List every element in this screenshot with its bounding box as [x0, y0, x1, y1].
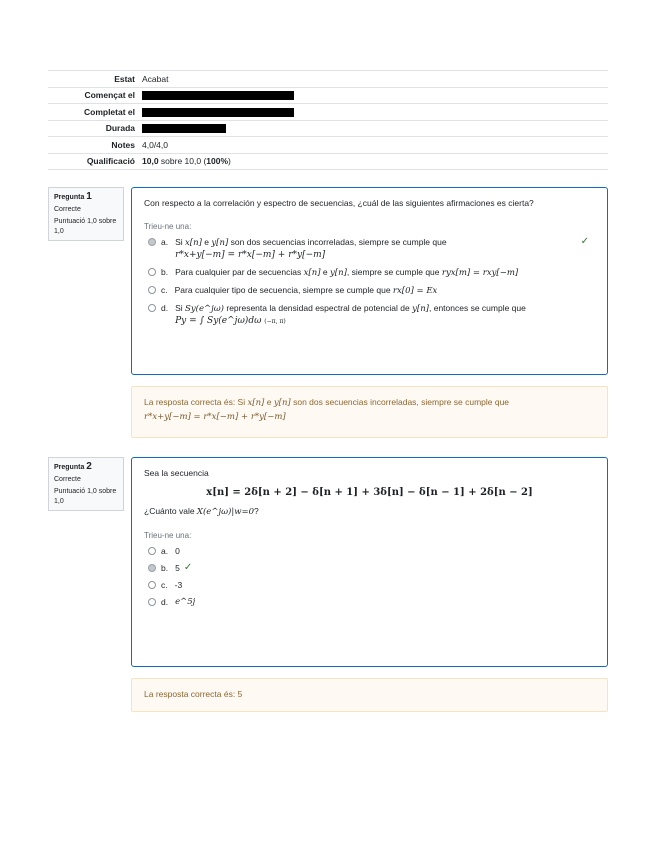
- answer-text-part: representa la densidad espectral de potencial de: [224, 303, 413, 313]
- question-1-box: [131, 187, 608, 375]
- check-circle-icon: ✓︎: [580, 236, 589, 247]
- answer-option-b[interactable]: [148, 267, 595, 278]
- answer-text-part: Si: [175, 303, 186, 313]
- answer-letter: c.: [161, 580, 168, 590]
- question-label: Pregunta: [54, 464, 85, 471]
- answer-text: [175, 237, 447, 260]
- summary-value: [142, 123, 608, 133]
- feedback-text: son dos secuencias incorreladas, siempre se cumple que: [290, 397, 510, 407]
- question-text: Con respecto a la correlación y espectro de secuencias, ¿cuál de las siguientes afirmaciones es cierta?: [144, 198, 534, 208]
- question-number: [54, 462, 118, 473]
- summary-row-started: [48, 88, 608, 105]
- radio-selected[interactable]: [148, 564, 156, 572]
- answer-value: 5: [175, 563, 180, 573]
- sequence-equation: x[n] = 2δ[n + 2] − δ[n + 1] + 3δ[n] − δ[n − 1] + 2δ[n − 2]: [206, 487, 533, 498]
- question-status: Correcte: [54, 475, 81, 483]
- summary-label: Estat: [114, 73, 135, 84]
- summary-value: [142, 107, 608, 117]
- radio-unselected[interactable]: [148, 286, 156, 294]
- math-expr: y[n]: [412, 304, 429, 314]
- answer-letter: d.: [161, 597, 169, 607]
- answer-text: [175, 267, 518, 278]
- summary-value: [142, 156, 608, 166]
- answer-option-a[interactable]: [148, 546, 595, 556]
- feedback-text: La resposta correcta és: 5: [144, 689, 243, 699]
- answer-letter: a.: [161, 546, 169, 556]
- summary-value: 4,0/4,0: [142, 139, 168, 150]
- math-expr: r*x+y[−m] = r*x[−m] + r*y[−m]: [175, 250, 326, 260]
- answer-text-part: , siempre se cumple que: [346, 267, 442, 277]
- feedback-text: La resposta correcta és: Si: [144, 397, 248, 407]
- answer-text-part: Para cualquier par de secuencias: [175, 267, 304, 277]
- integral-lower: −π: [266, 318, 276, 325]
- radio-unselected[interactable]: [148, 581, 156, 589]
- radio-unselected[interactable]: [148, 304, 156, 312]
- math-expr: y[n]: [273, 398, 291, 408]
- answer-text: [175, 285, 438, 296]
- answer-text-part: son dos secuencias incorreladas, siempre se cumple que: [228, 237, 447, 247]
- redacted-block: [142, 91, 294, 100]
- math-expr: Py = ∫ Sy(e^jω)dω (−π, π): [175, 316, 286, 326]
- feedback-text: e: [264, 397, 274, 407]
- redacted-block: [142, 124, 226, 133]
- math-expr: r*x+y[−m] = r*x[−m] + r*y[−m]: [144, 412, 286, 422]
- answer-letter: d.: [161, 303, 169, 313]
- answer-prompt: Trieu-ne una:: [144, 222, 192, 231]
- question-2-box: [131, 457, 608, 667]
- question-1-info: [48, 187, 124, 241]
- question-number-value: 2: [86, 461, 92, 472]
- answer-text: [175, 303, 526, 326]
- math-expr: x[n]: [247, 398, 265, 408]
- summary-label: Notes: [111, 139, 135, 150]
- answer-text-part: Si: [175, 237, 186, 247]
- question-score: Puntuació 1,0 sobre 1,0: [54, 488, 117, 505]
- answer-text-part: Para cualquier tipo de secuencia, siempre se cumple que: [174, 285, 393, 295]
- summary-row-completed: [48, 104, 608, 121]
- check-circle-icon: ✓︎: [183, 562, 193, 573]
- answer-option-c[interactable]: [148, 580, 595, 590]
- math-expr: Sy(e^jω): [185, 304, 224, 314]
- question-number-value: 1: [86, 191, 92, 202]
- question-score: Puntuació 1,0 sobre 1,0: [54, 218, 117, 235]
- question-text-part: ¿Cuánto vale: [144, 506, 197, 516]
- radio-selected[interactable]: [148, 238, 156, 246]
- redacted-block: [142, 108, 294, 117]
- math-expr: rx[0] = Ex: [392, 286, 438, 296]
- summary-value: Acabat: [142, 73, 169, 84]
- grade-mid: sobre 10,0 (: [158, 156, 207, 167]
- summary-label: Durada: [105, 123, 135, 134]
- math-expr: y[n]: [211, 238, 229, 248]
- attempt-summary-table: [48, 70, 608, 170]
- answer-option-b[interactable]: [148, 563, 595, 573]
- question-2-feedback: [131, 678, 608, 712]
- radio-unselected[interactable]: [148, 598, 156, 606]
- answer-letter: b.: [161, 563, 169, 573]
- answer-value: e^5j: [175, 597, 196, 607]
- summary-row-duration: [48, 121, 608, 138]
- question-label: Pregunta: [54, 194, 85, 201]
- question-number: [54, 192, 118, 203]
- summary-label: Començat el: [84, 90, 135, 101]
- answer-value: 0: [175, 546, 180, 556]
- summary-label: Qualificació: [86, 156, 135, 167]
- radio-unselected[interactable]: [148, 547, 156, 555]
- question-text: Sea la secuencia: [144, 468, 209, 478]
- question-1-feedback: [131, 386, 608, 438]
- grade-percent: 100%: [206, 156, 229, 167]
- math-expr: y[n]: [329, 268, 347, 278]
- answer-letter: b.: [161, 267, 169, 277]
- question-status: Correcte: [54, 205, 81, 213]
- summary-row-marks: [48, 137, 608, 154]
- math-expr: x[n]: [303, 268, 321, 278]
- answer-option-c[interactable]: [148, 285, 595, 296]
- answer-option-a[interactable]: [148, 237, 595, 260]
- answer-prompt: Trieu-ne una:: [144, 531, 192, 540]
- math-expr: ryx[m] = rxy[−m]: [441, 268, 519, 278]
- math-expr: x[n]: [185, 238, 202, 248]
- summary-label: Completat el: [83, 106, 135, 117]
- answer-option-d[interactable]: [148, 597, 595, 607]
- integral-upper: π: [279, 318, 284, 325]
- answer-option-d[interactable]: [148, 303, 595, 326]
- summary-value: [142, 90, 608, 100]
- answer-text-part: e: [201, 237, 212, 247]
- question-2-info: [48, 457, 124, 511]
- answer-text-part: , entonces se cumple que: [429, 303, 526, 313]
- summary-row-grade: [48, 154, 608, 171]
- integral-expr: Py = ∫ Sy(e^jω)dω: [175, 316, 262, 326]
- answer-value: -3: [174, 580, 183, 590]
- summary-row-state: [48, 71, 608, 88]
- question-text-part: ?: [254, 506, 259, 516]
- grade-end: ): [228, 156, 231, 167]
- question-prompt: [144, 506, 595, 517]
- math-expr: X(e^jω)|w=0: [196, 507, 254, 517]
- radio-unselected[interactable]: [148, 268, 156, 276]
- answer-text-part: e: [320, 267, 330, 277]
- answer-letter: c.: [161, 285, 168, 295]
- grade-value: 10,0: [142, 156, 159, 167]
- answer-letter: a.: [161, 237, 169, 247]
